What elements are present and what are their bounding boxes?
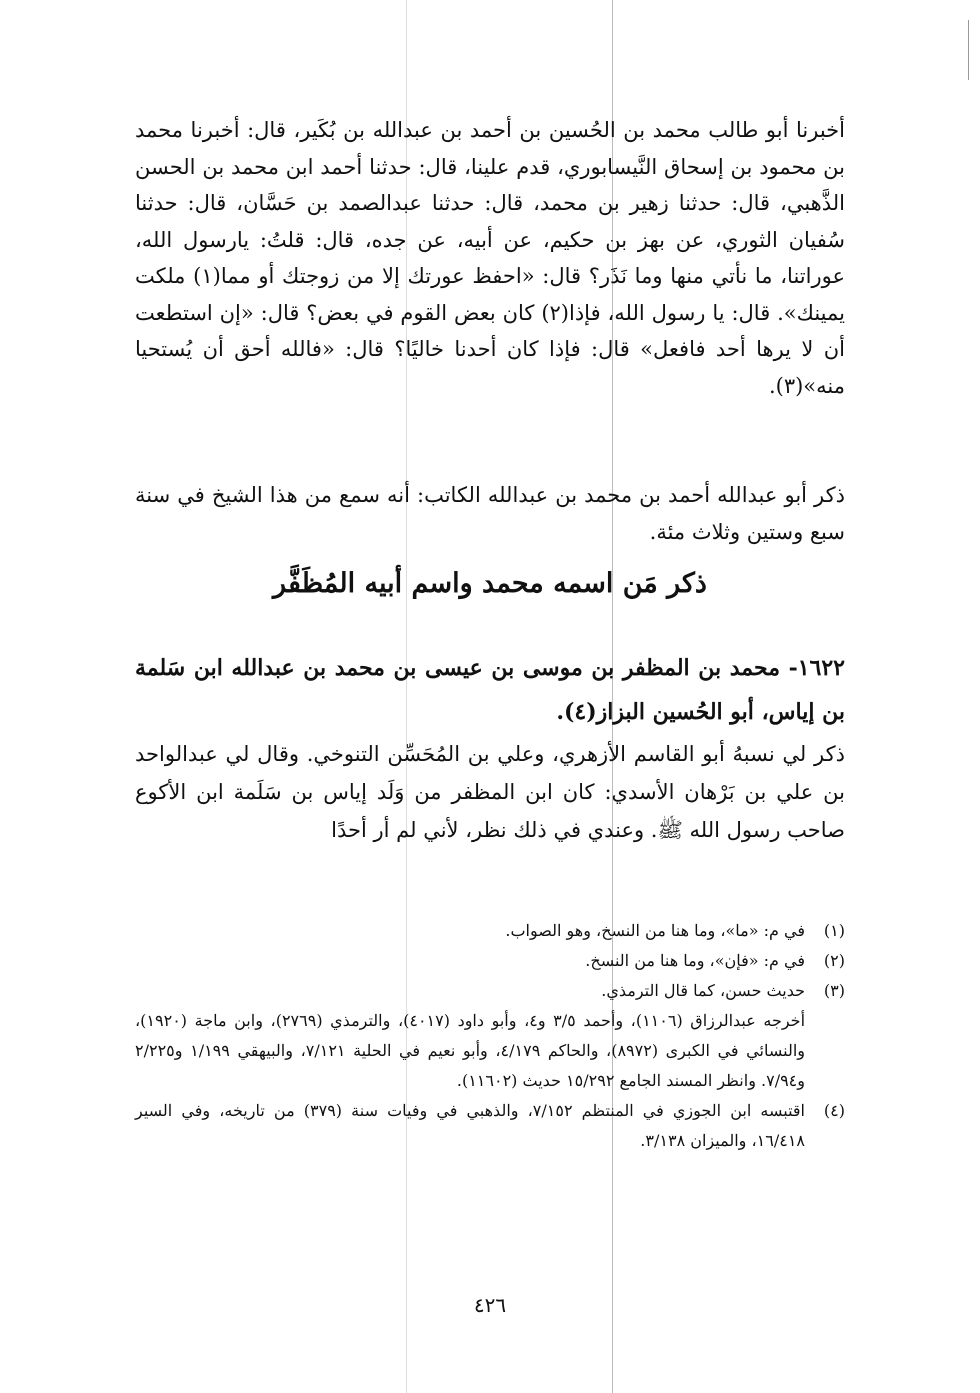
footnote-number: (٣) bbox=[823, 981, 845, 1000]
footnote bbox=[135, 916, 845, 946]
footnote-text: حديث حسن، كما قال الترمذي. bbox=[601, 981, 805, 1000]
paragraph-biography: ذكر لي نسبهُ أبو القاسم الأزهري، وعلي بن المُحَسِّن التنوخي. وقال لي عبدالواحد بن علي بن بَرْهان الأسدي: كان ابن المظفر من وَلَد إياس بن سَلَمة ابن الأكوع صاحب رسول الله ﷺ. وعندي في ذلك نظر، لأني لم أر أحدًا bbox=[135, 742, 845, 842]
paragraph-note: ذكر أبو عبدالله أحمد بن محمد بن عبدالله الكاتب: أنه سمع من هذا الشيخ في سنة سبع وستين وثلاث مئة. bbox=[135, 483, 845, 544]
footnote-continuation: أخرجه عبدالرزاق (١١٠٦)، وأحمد ٣/٥ و٤، وأبو داود (٤٠١٧)، والترمذي (٢٧٦٩)، وابن ماجة (١٩٢٠)، والنسائي في الكبرى (٨٩٧٢)، والحاكم ٤/١٧٩، وأبو نعيم في الحلية ٧/١٢١، والبيهقي ١/١٩٩ و٢/٢٢٥ و٧/٩٤. وانظر المسند الجامع ١٥/٢٩٢ حديث (١١٦٠٢). bbox=[135, 1011, 806, 1090]
section-heading: ذكر مَن اسمه محمد واسم أبيه المُظَفَّر bbox=[273, 568, 707, 599]
footnote-number: (٢) bbox=[823, 951, 845, 970]
footnote-number: (٤) bbox=[823, 1101, 845, 1120]
footnote bbox=[135, 946, 845, 976]
entry-title: ١٦٢٢- محمد بن المظفر بن موسى بن عيسى بن محمد بن عبدالله ابن سَلمة بن إياس، أبو الحُسين البزاز(٤). bbox=[135, 655, 845, 725]
footnote-text: اقتبسه ابن الجوزي في المنتظم ٧/١٥٢، والذهبي في وفيات سنة (٣٧٩) من تاريخه، وفي السير ١٦/٤١٨، والميزان ٣/١٣٨. bbox=[135, 1101, 805, 1150]
footnote bbox=[135, 976, 845, 1006]
scan-artifact-line bbox=[968, 20, 969, 80]
footnote-number: (١) bbox=[823, 921, 845, 940]
footnote-text: في م: «ما»، وما هنا من النسخ، وهو الصواب. bbox=[505, 921, 805, 940]
footnote-text: في م: «فإن»، وما هنا من النسخ. bbox=[585, 951, 805, 970]
footnotes bbox=[135, 916, 845, 1156]
paragraph-hadith: أخبرنا أبو طالب محمد بن الحُسين بن أحمد بن عبدالله بن بُكَير، قال: أخبرنا محمد بن محمود بن إسحاق النَّيسابوري، قدم علينا، قال: حدثنا أحمد ابن محمد بن الحسن الذَّهبي، قال: حدثنا زهير بن محمد، قال: حدثنا عبدالصمد بن حَسَّان، قال: حدثنا سُفيان الثوري، عن بهز بن حكيم، عن أبيه، عن جده، قال: قلتُ: يارسول الله، عوراتنا، ما نأتي منها وما نَذَر؟ قال: «احفظ عورتك إلا من زوجتك أو مما(١) ملكت يمينك». قال: يا رسول الله، فإذا(٢) كان بعض القوم في بعض؟ قال: «إن استطعت أن لا يرها أحد فافعل» قال: فإذا كان أحدنا خاليًا؟ قال: «فالله أحق أن يُستحيا منه»(٣). bbox=[135, 118, 845, 398]
footnote bbox=[135, 1096, 845, 1156]
page-number: ٤٢٦ bbox=[473, 1293, 507, 1317]
